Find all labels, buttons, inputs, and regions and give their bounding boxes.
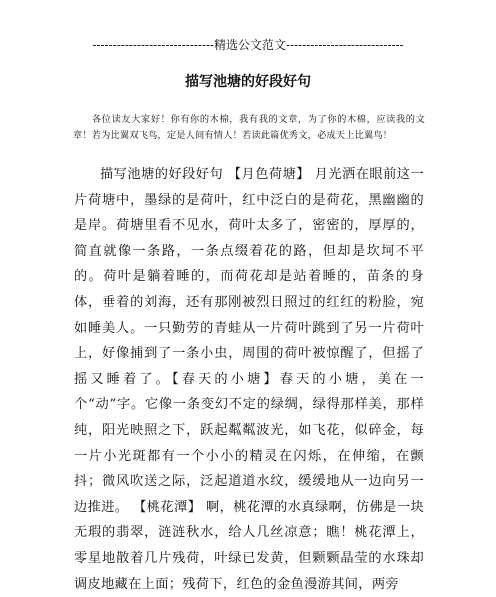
header-banner: ------------------------------精选公文范文----------------------------- — [92, 38, 404, 52]
intro-paragraph: 各位读友大家好！你有你的木棉，我有我的文章，为了你的木棉，应读我的文章！若为比翼双飞鸟，定是人间有情人！若读此篇优秀文，必成天上比翼鸟！ — [73, 114, 425, 141]
body-paragraph: 描写池塘的好段好句 【月色荷塘】 月光洒在眼前这一片荷塘中，墨绿的是荷叶，红中泛白的是荷花，黑幽幽的是岸。荷塘里看不见水，荷叶太多了，密密的，厚厚的，简直就像一条路，一条点缀着花的路，但却是坎坷不平的。荷叶是躺着睡的，而荷花却是站着睡的，苗条的身体，垂着的刘海，还有那刚被烈日照过的红红的粉脸，宛如睡美人。一只勤劳的青蛙从一片荷叶跳到了另一片荷叶上，好像捕到了一条小虫，周围的荷叶被惊醒了，但摇了摇又睡着了。【春天的小塘】春天的小塘，美在一个“动”字。它像一条变幻不定的绿绸，绿得那样美，那样纯，阳光映照之下，跃起粼粼波光，如飞花，似碎金，每一片小光斑都有一个小小的精灵在闪烁，在伸缩，在颤抖；微风吹送之际，泛起道道水纹，缓缓地从一边向另一边推进。 【桃花潭】 啊，桃花潭的水真绿啊，仿佛是一块无瑕的翡翠，涟涟秋水，给人几丝凉意；瞧！桃花潭上，零星地散着几片残荷，叶绿已发黄，但颗颗晶莹的水珠却调皮地藏在上面；残荷下，红色的金鱼漫游其间，两旁 — [74, 167, 424, 592]
document-title: 描写池塘的好段好句 — [185, 74, 311, 90]
